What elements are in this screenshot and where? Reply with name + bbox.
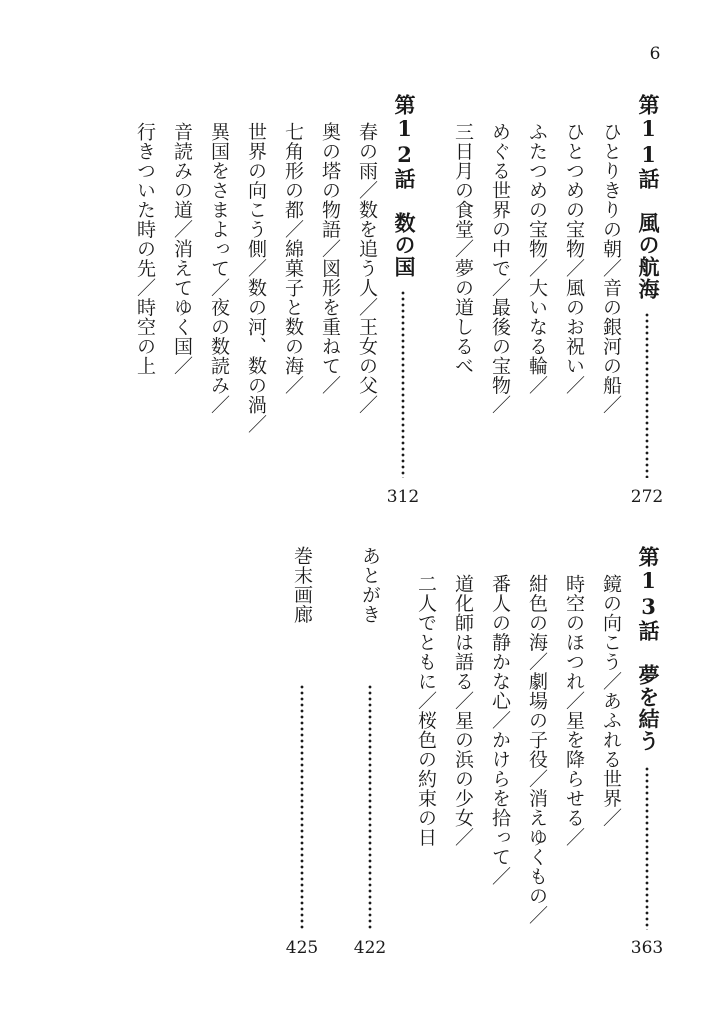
chapter-11-story-line: 三日月の食堂／夢の道しるべ: [452, 122, 474, 376]
chapter-12-story-line: 世界の向こう側／数の河、数の渦／: [245, 122, 267, 434]
chapter-12-leader: [401, 290, 405, 478]
chapter-12-story-line: 異国をさまよって／夜の数読み／: [208, 122, 230, 415]
chapter-11-story-line: ひとりきりの朝／音の銀河の船／: [600, 122, 622, 415]
afterword-title[interactable]: あとがき: [359, 546, 381, 624]
afterword-leader: [368, 684, 372, 930]
chapter-13-story-line: 道化師は語る／星の浜の少女／: [452, 574, 474, 847]
chapter-13-story-line: 番人の静かな心／かけらを拾って／: [489, 574, 511, 886]
gallery-leader: [300, 684, 304, 930]
afterword-page: 422: [353, 938, 387, 958]
chapter-12-title[interactable]: 第12話 数の国: [392, 94, 417, 278]
chapter-12-page: 312: [386, 487, 420, 507]
chapter-13-page: 363: [630, 938, 664, 958]
chapter-11-title[interactable]: 第11話 風の航海: [636, 94, 661, 300]
chapter-13-story-line: 鏡の向こう／あふれる世界／: [600, 574, 622, 828]
gallery-title[interactable]: 巻末画廊: [291, 546, 313, 624]
chapter-13-title[interactable]: 第13話 夢を結う: [636, 546, 661, 752]
chapter-11-page: 272: [630, 487, 664, 507]
page-number: 6: [649, 44, 661, 64]
chapter-11-story-line: ふたつめの宝物／大いなる輪／: [526, 122, 548, 395]
chapter-11-story-line: ひとつめの宝物／風のお祝い／: [563, 122, 585, 395]
chapter-13-story-line: 二人でともに／桜色の約束の日: [415, 574, 437, 847]
chapter-12-story-line: 行きついた時の先／時空の上: [134, 122, 156, 376]
chapter-11-story-line: めぐる世界の中で／最後の宝物／: [489, 122, 511, 415]
chapter-13-story-line: 紺色の海／劇場の子役／消えゆくもの／: [526, 574, 548, 925]
chapter-12-story-line: 音読みの道／消えてゆく国／: [171, 122, 193, 376]
chapter-11-leader: [645, 312, 649, 478]
chapter-12-story-line: 七角形の都／綿菓子と数の海／: [282, 122, 304, 395]
chapter-13-leader: [645, 766, 649, 930]
chapter-13-story-line: 時空のほつれ／星を降らせる／: [563, 574, 585, 847]
chapter-12-story-line: 奥の塔の物語／図形を重ねて／: [319, 122, 341, 395]
chapter-12-story-line: 春の雨／数を追う人／王女の父／: [356, 122, 378, 415]
gallery-page: 425: [285, 938, 319, 958]
